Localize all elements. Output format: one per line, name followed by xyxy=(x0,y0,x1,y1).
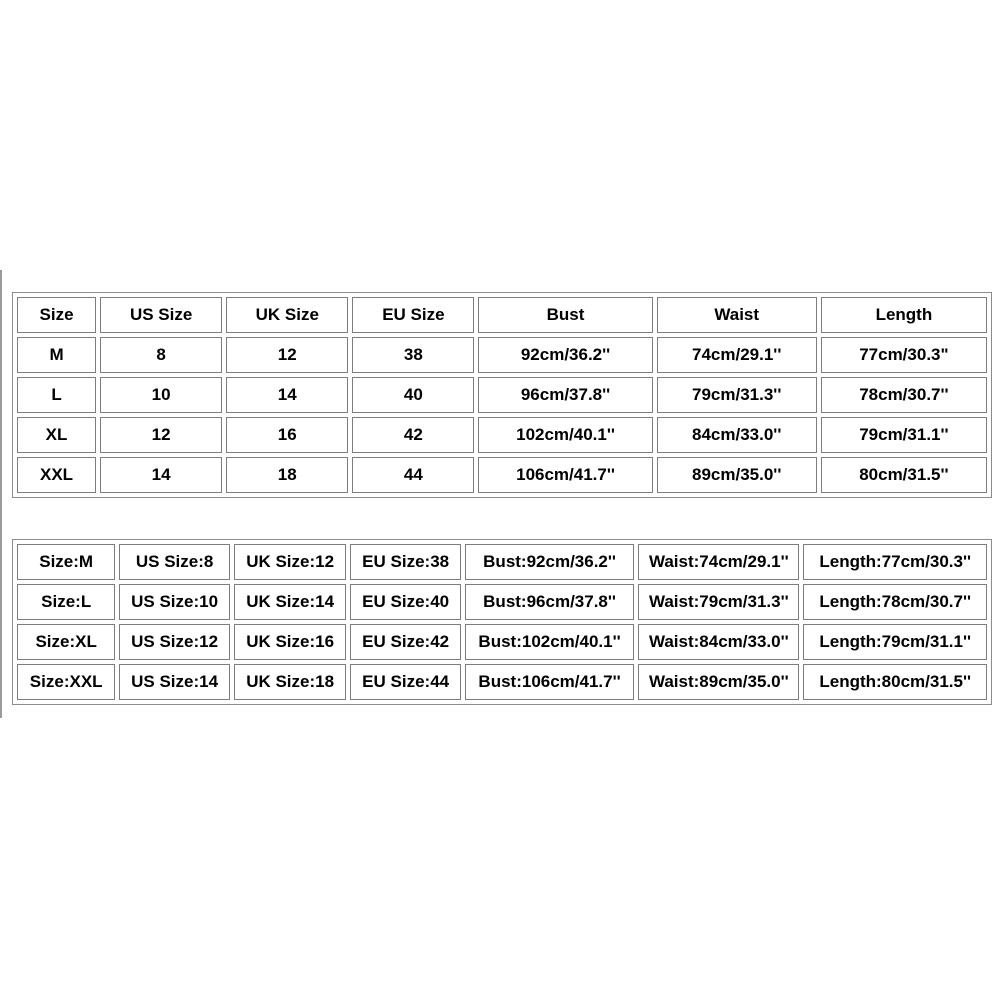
table-cell: Length:77cm/30.3'' xyxy=(803,544,987,580)
table-cell: 38 xyxy=(352,337,474,373)
table-cell: 79cm/31.1'' xyxy=(821,417,987,453)
table-cell: 16 xyxy=(226,417,348,453)
table-cell: EU Size:38 xyxy=(350,544,461,580)
size-chart-inline-table xyxy=(12,539,992,705)
table-row xyxy=(17,584,987,620)
table-cell: 89cm/35.0'' xyxy=(657,457,817,493)
table-cell: 14 xyxy=(226,377,348,413)
table-cell: UK Size:12 xyxy=(234,544,347,580)
table-cell: UK Size:14 xyxy=(234,584,347,620)
table-row xyxy=(17,337,987,373)
header-cell: Size xyxy=(17,297,96,333)
table-row xyxy=(17,544,987,580)
table-row xyxy=(17,624,987,660)
table-cell: XL xyxy=(17,417,96,453)
table-cell: 8 xyxy=(100,337,222,373)
table-row xyxy=(17,457,987,493)
table-cell: Waist:74cm/29.1'' xyxy=(638,544,799,580)
table-cell: 14 xyxy=(100,457,222,493)
table-cell: L xyxy=(17,377,96,413)
table-cell: Length:78cm/30.7'' xyxy=(803,584,987,620)
table-cell: US Size:12 xyxy=(119,624,230,660)
table-cell: 96cm/37.8'' xyxy=(478,377,652,413)
table-cell: 44 xyxy=(352,457,474,493)
table-cell: Length:79cm/31.1'' xyxy=(803,624,987,660)
table-cell: EU Size:42 xyxy=(350,624,461,660)
table-cell: 92cm/36.2'' xyxy=(478,337,652,373)
table-row xyxy=(17,377,987,413)
header-cell: Bust xyxy=(478,297,652,333)
table-cell: 74cm/29.1'' xyxy=(657,337,817,373)
left-edge-line xyxy=(0,270,2,718)
table-cell: 12 xyxy=(226,337,348,373)
table-cell: 102cm/40.1'' xyxy=(478,417,652,453)
header-cell: Length xyxy=(821,297,987,333)
header-cell: Waist xyxy=(657,297,817,333)
table-cell: 42 xyxy=(352,417,474,453)
table-cell: 10 xyxy=(100,377,222,413)
table-cell: US Size:10 xyxy=(119,584,230,620)
table-header-row xyxy=(17,297,987,333)
table-cell: Bust:92cm/36.2'' xyxy=(465,544,634,580)
table-cell: Waist:79cm/31.3'' xyxy=(638,584,799,620)
header-cell: UK Size xyxy=(226,297,348,333)
table-cell: 78cm/30.7'' xyxy=(821,377,987,413)
table-cell: Waist:89cm/35.0'' xyxy=(638,664,799,700)
table-cell: 18 xyxy=(226,457,348,493)
table-cell: M xyxy=(17,337,96,373)
table-cell: 40 xyxy=(352,377,474,413)
table-cell: 79cm/31.3'' xyxy=(657,377,817,413)
table-cell: 12 xyxy=(100,417,222,453)
table-cell: UK Size:18 xyxy=(234,664,347,700)
table-cell: US Size:8 xyxy=(119,544,230,580)
table-cell: UK Size:16 xyxy=(234,624,347,660)
table-cell: Waist:84cm/33.0'' xyxy=(638,624,799,660)
table-cell: Bust:106cm/41.7'' xyxy=(465,664,634,700)
table-cell: EU Size:40 xyxy=(350,584,461,620)
table-cell: Bust:96cm/37.8'' xyxy=(465,584,634,620)
table-cell: Size:XL xyxy=(17,624,115,660)
header-cell: US Size xyxy=(100,297,222,333)
table-cell: Length:80cm/31.5'' xyxy=(803,664,987,700)
table-cell: EU Size:44 xyxy=(350,664,461,700)
table-cell: Size:L xyxy=(17,584,115,620)
table-cell: 80cm/31.5'' xyxy=(821,457,987,493)
table-cell: Size:XXL xyxy=(17,664,115,700)
table-cell: 77cm/30.3" xyxy=(821,337,987,373)
table-row xyxy=(17,664,987,700)
table-cell: XXL xyxy=(17,457,96,493)
table-row xyxy=(17,417,987,453)
size-chart-table xyxy=(12,292,992,498)
header-cell: EU Size xyxy=(352,297,474,333)
table-cell: Size:M xyxy=(17,544,115,580)
table-cell: US Size:14 xyxy=(119,664,230,700)
table-cell: 106cm/41.7'' xyxy=(478,457,652,493)
table-cell: 84cm/33.0'' xyxy=(657,417,817,453)
table-cell: Bust:102cm/40.1'' xyxy=(465,624,634,660)
